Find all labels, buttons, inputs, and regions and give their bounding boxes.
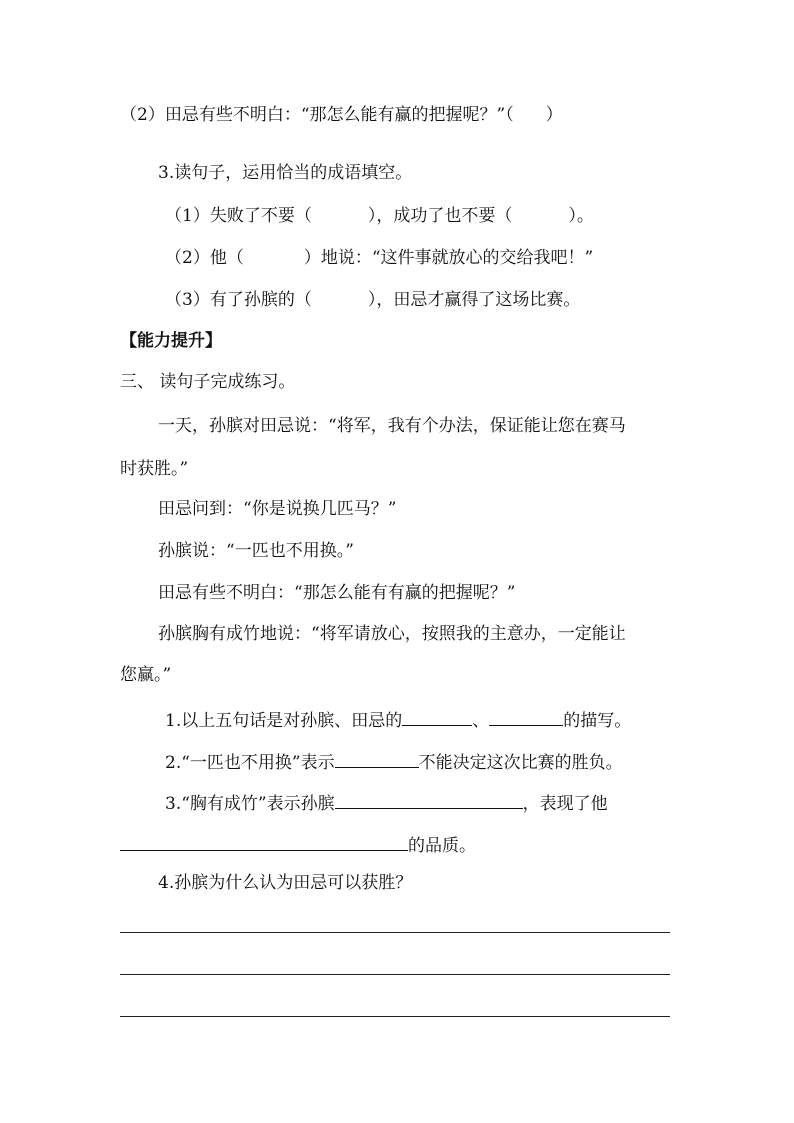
exercise-3-text-b: ，表现了他 bbox=[522, 794, 608, 814]
passage-line-5b: 您赢。” bbox=[120, 665, 172, 685]
answer-line-1[interactable] bbox=[120, 932, 670, 933]
exercise-1-text-c: 的描写。 bbox=[563, 711, 632, 731]
passage-line-1b: 时获胜。” bbox=[120, 459, 189, 479]
close-paren: ） bbox=[545, 105, 563, 125]
item-2-text-a: （2）他（ bbox=[165, 248, 244, 268]
question-2-text: （2）田忌有些不明白：“那怎么能有赢的把握呢？”（ bbox=[120, 105, 514, 125]
exercise-3-text-a: 3.“胸有成竹”表示孙膑 bbox=[165, 794, 335, 814]
answer-line-3[interactable] bbox=[120, 1016, 670, 1017]
passage-line-5a: 孙膑胸有成竹地说：“将军请放心，按照我的主意办，一定能让 bbox=[158, 624, 626, 644]
question-3-item-1 bbox=[165, 208, 594, 225]
exercise-2-text-a: 2.“一匹也不用换”表示 bbox=[165, 753, 335, 773]
exercise-3-line-2 bbox=[120, 834, 476, 855]
item-1-text-b: ），成功了也不要（ bbox=[367, 206, 513, 226]
exercise-1-text-a: 1.以上五句话是对孙膑、田忌的 bbox=[165, 711, 403, 731]
exercise-3-line-1 bbox=[165, 792, 608, 813]
answer-blank[interactable] bbox=[402, 709, 472, 726]
exercise-1 bbox=[165, 709, 631, 730]
answer-blank[interactable] bbox=[335, 792, 523, 809]
question-3-item-2 bbox=[165, 250, 593, 267]
answer-blank[interactable] bbox=[335, 751, 419, 768]
answer-blank[interactable] bbox=[120, 834, 408, 851]
item-1-text-a: （1）失败了不要（ bbox=[165, 206, 312, 226]
passage-line-2: 田忌问到：“你是说换几匹马？” bbox=[158, 499, 397, 519]
passage-line-4: 田忌有些不明白：“那怎么能有有赢的把握呢？” bbox=[158, 583, 516, 603]
item-3-text-a: （3）有了孙膑的（ bbox=[165, 290, 312, 310]
item-2-text-b: ）地说：“这件事就放心的交给我吧！” bbox=[303, 248, 594, 268]
item-3-text-b: ），田忌才赢得了这场比赛。 bbox=[367, 290, 581, 310]
question-2-line bbox=[120, 107, 563, 124]
section-heading: 【能力提升】 bbox=[120, 331, 222, 351]
answer-blank[interactable] bbox=[489, 709, 563, 726]
exercise-3-text-c: 的品质。 bbox=[408, 836, 476, 856]
question-3-title: 3.读句子，运用恰当的成语填空。 bbox=[158, 163, 413, 183]
part-3-heading: 三、 读句子完成练习。 bbox=[120, 372, 296, 392]
exercise-1-text-b: 、 bbox=[472, 711, 490, 731]
exercise-4: 4.孙膑为什么认为田忌可以获胜？ bbox=[158, 873, 413, 893]
passage-line-3: 孙膑说：“一匹也不用换。” bbox=[158, 541, 354, 561]
exercise-2-text-b: 不能决定这次比赛的胜负。 bbox=[418, 753, 623, 773]
passage-line-1a: 一天，孙膑对田忌说：“将军，我有个办法，保证能让您在赛马 bbox=[158, 416, 626, 436]
exercise-2 bbox=[165, 751, 623, 772]
question-3-item-3 bbox=[165, 292, 580, 309]
item-1-text-c: ）。 bbox=[568, 206, 594, 226]
answer-line-2[interactable] bbox=[120, 974, 670, 975]
